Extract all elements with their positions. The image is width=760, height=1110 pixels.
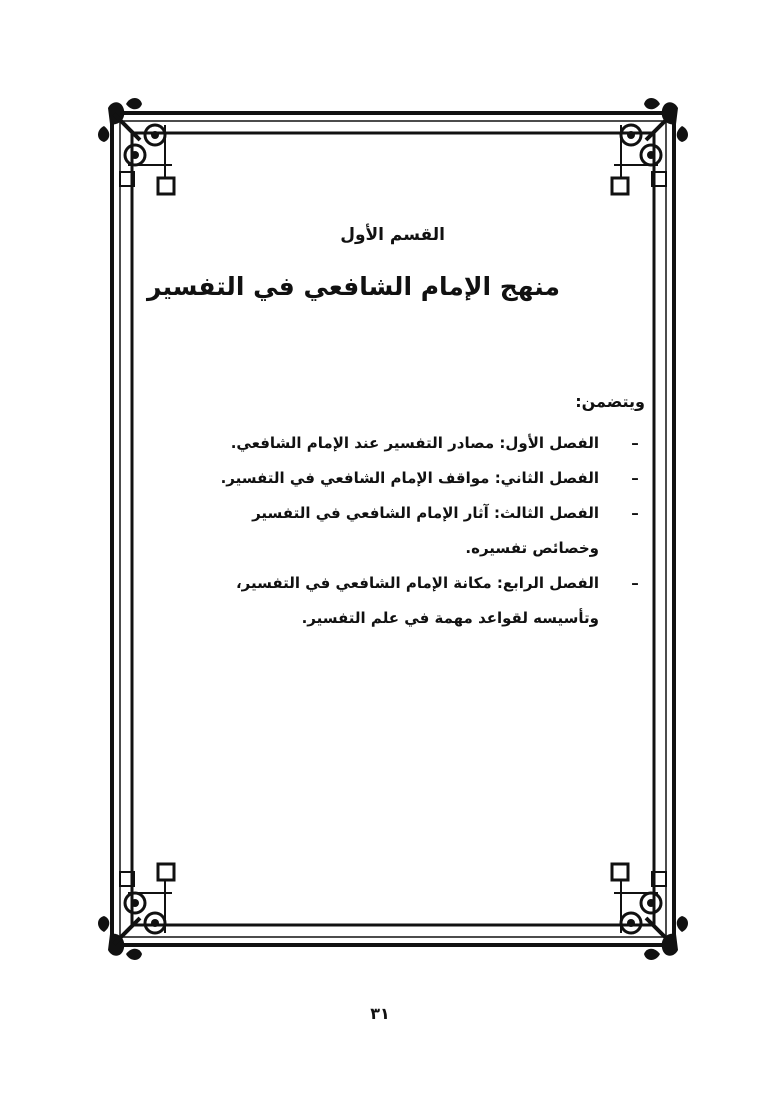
chapter-item-2: [190, 461, 645, 496]
chapter-text: الفصل الأول: مصادر التفسير عند الإمام الشافعي.: [230, 434, 599, 452]
section-label: القسم الأول: [340, 225, 445, 245]
chapter-text: الفصل الرابع: مكانة الإمام الشافعي في التفسير، وتأسيسه لقواعد مهمة في علم التفسير.: [235, 574, 599, 627]
chapter-item-4: [190, 566, 645, 636]
bullet-dash: –: [631, 434, 639, 452]
chapter-text: الفصل الثالث: آثار الإمام الشافعي في التفسير وخصائص تفسيره.: [252, 504, 599, 557]
chapter-list: [190, 426, 645, 636]
chapter-item-3: [190, 496, 645, 566]
bullet-dash: –: [631, 469, 639, 487]
chapter-text: الفصل الثاني: مواقف الإمام الشافعي في التفسير.: [220, 469, 599, 487]
bullet-dash: –: [631, 574, 639, 592]
page-number: ٣١: [370, 1004, 390, 1023]
includes-label: ويتضمن:: [575, 392, 645, 411]
bullet-dash: –: [631, 504, 639, 522]
main-title: منهج الإمام الشافعي في التفسير: [147, 272, 560, 301]
chapter-item-1: [190, 426, 645, 461]
